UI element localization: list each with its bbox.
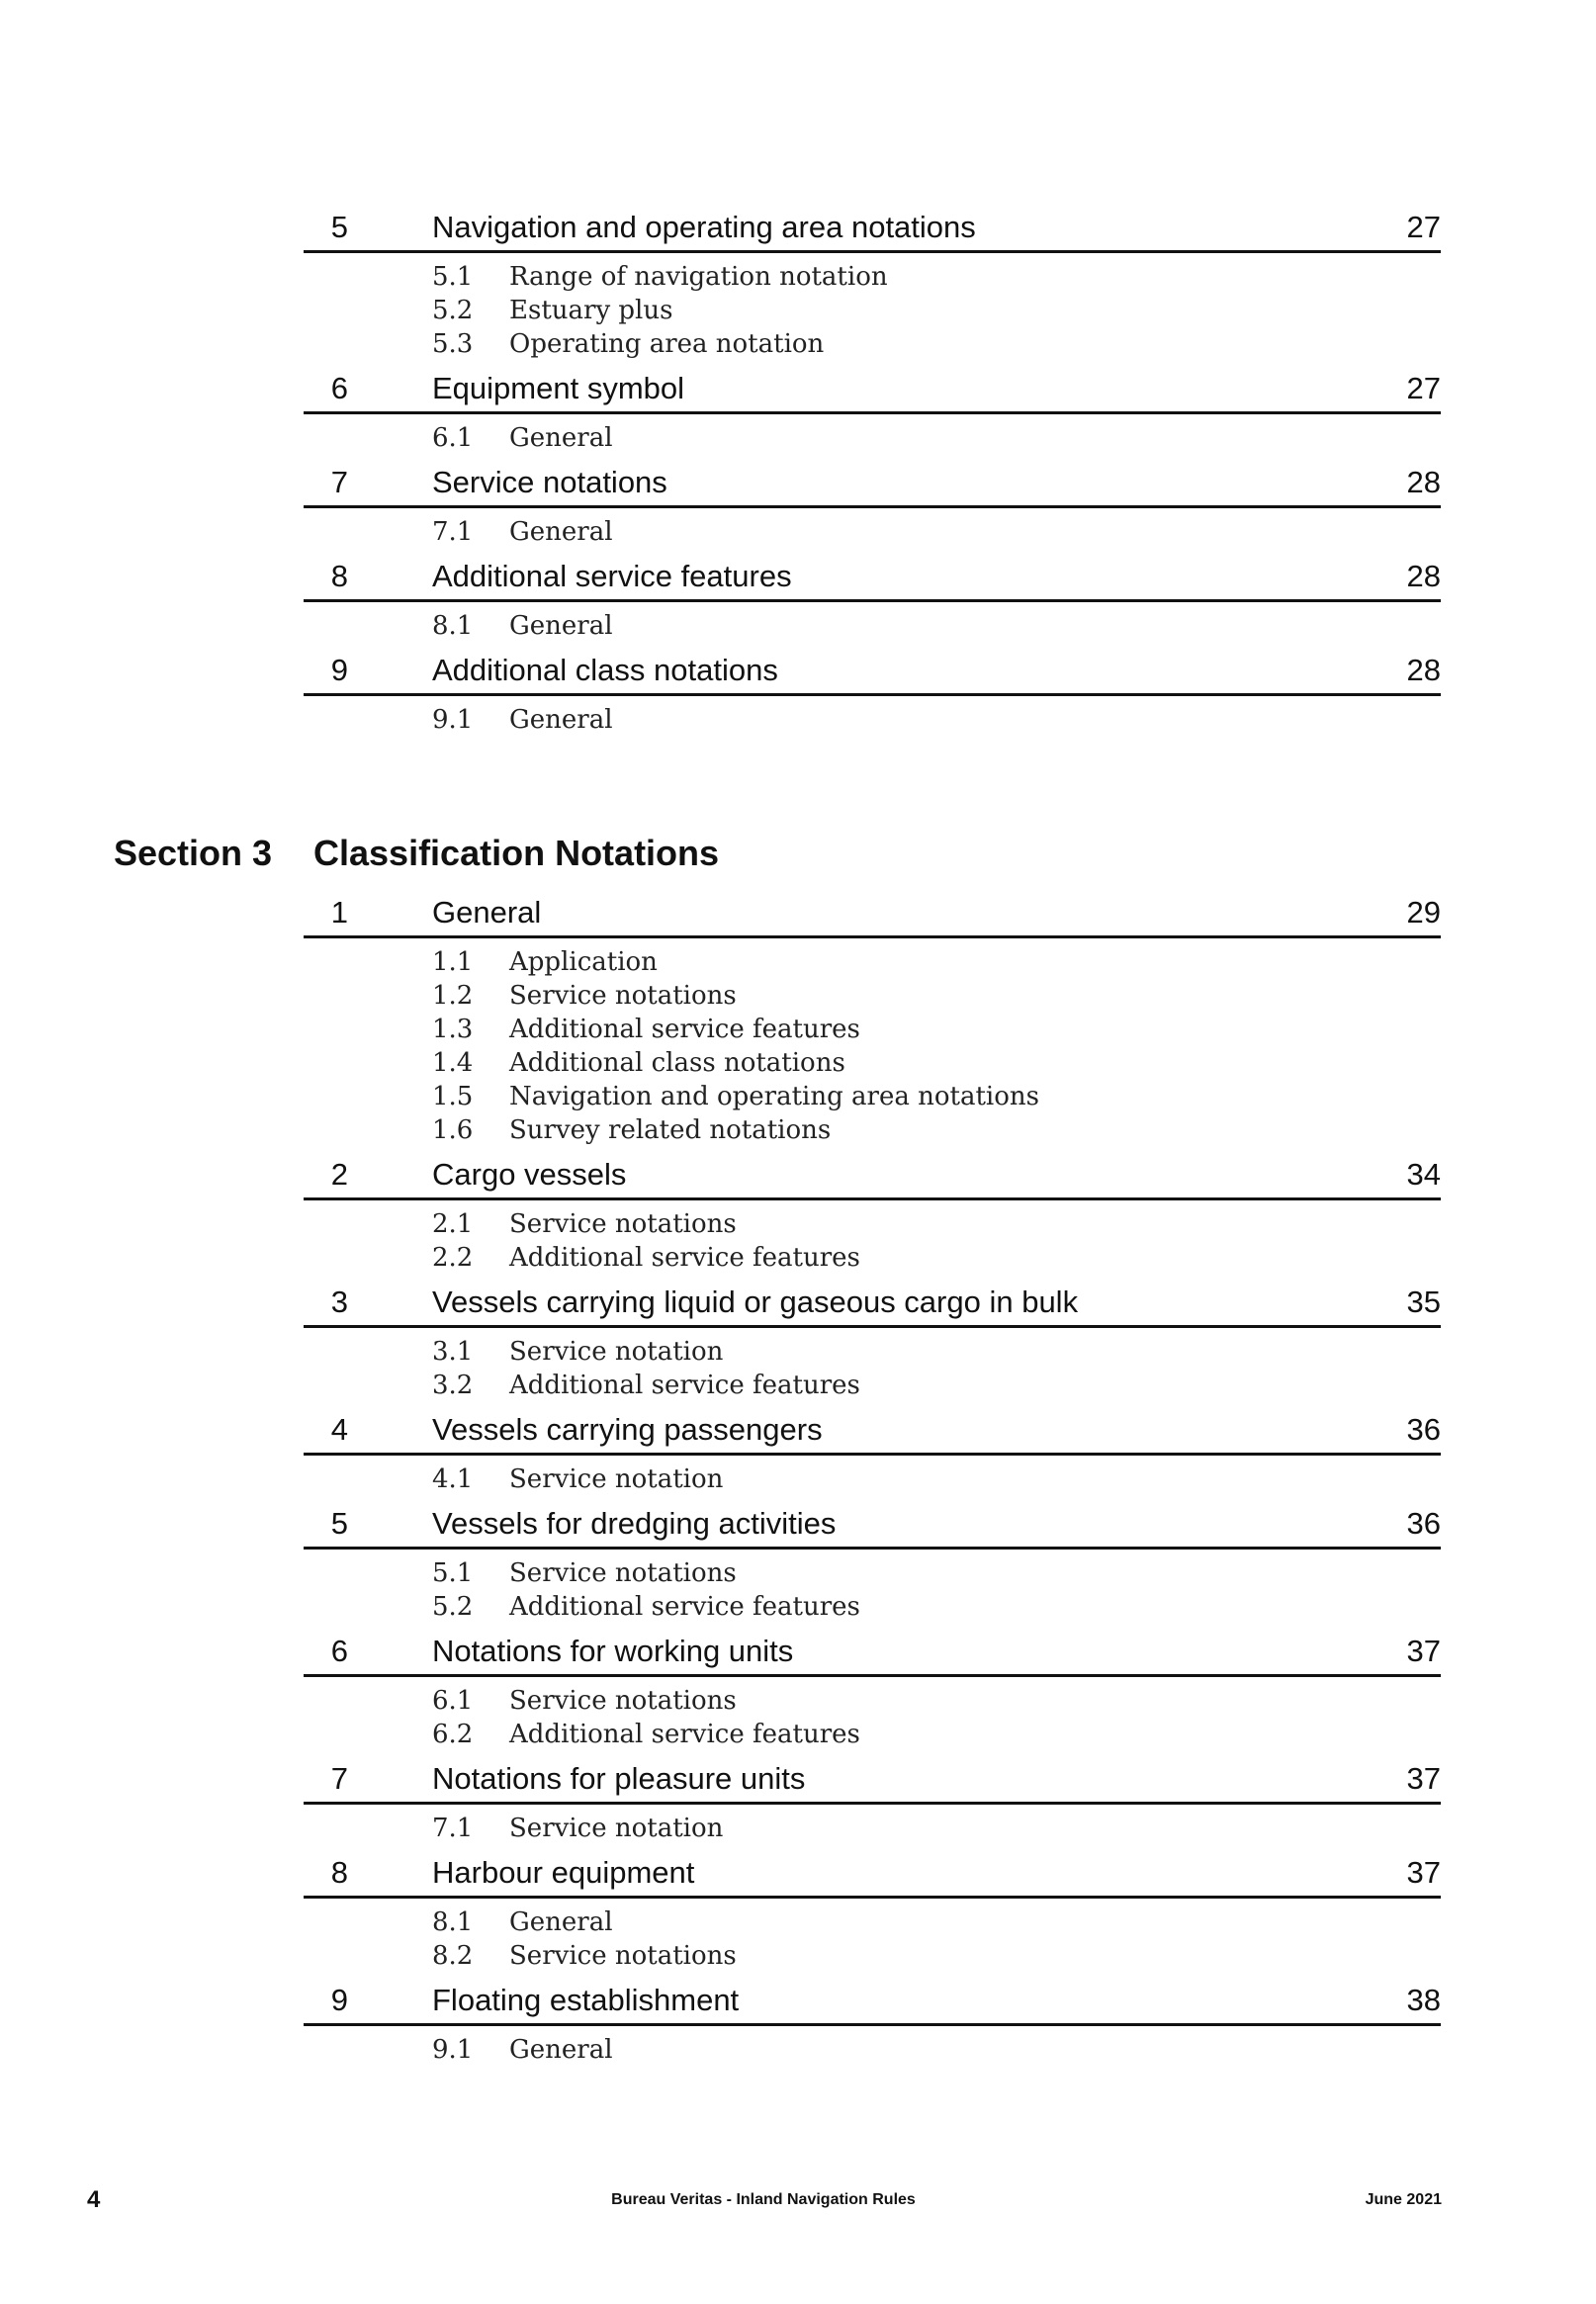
subarticle-number: 8.1 bbox=[432, 611, 474, 641]
toc-subarticle[interactable] bbox=[304, 260, 1441, 294]
subarticle-title: General bbox=[509, 517, 613, 547]
article-page-number: 35 bbox=[1406, 1285, 1441, 1319]
toc-subarticle-list bbox=[304, 1805, 1441, 1850]
toc-article-heading[interactable] bbox=[304, 1152, 1441, 1200]
toc-subarticle-list bbox=[304, 1200, 1441, 1280]
subarticle-title: Service notations bbox=[509, 981, 737, 1011]
toc-article-heading[interactable] bbox=[304, 648, 1441, 696]
article-title: Vessels carrying liquid or gaseous cargo in bulk bbox=[432, 1285, 1079, 1319]
subarticle-title: Service notations bbox=[509, 1209, 737, 1239]
article-number: 5 bbox=[330, 210, 348, 244]
subarticle-number: 6.2 bbox=[432, 1720, 474, 1749]
toc-subarticle[interactable] bbox=[304, 1080, 1441, 1113]
footer-page-number: 4 bbox=[87, 2186, 101, 2213]
subarticle-title: General bbox=[509, 2035, 613, 2065]
toc-article-heading[interactable] bbox=[304, 554, 1441, 602]
subarticle-number: 1.4 bbox=[432, 1048, 474, 1078]
toc-subarticle[interactable] bbox=[304, 421, 1441, 455]
subarticle-title: Service notations bbox=[509, 1558, 737, 1588]
subarticle-title: Estuary plus bbox=[509, 296, 673, 325]
toc-article-heading[interactable] bbox=[304, 1280, 1441, 1328]
toc-subarticle[interactable] bbox=[304, 1684, 1441, 1718]
toc-subarticle[interactable] bbox=[304, 1241, 1441, 1275]
subarticle-title: Additional service features bbox=[509, 1371, 860, 1400]
section-label: Section 3 bbox=[114, 833, 273, 873]
toc-subarticle-list bbox=[304, 1899, 1441, 1978]
subarticle-number: 1.1 bbox=[432, 947, 474, 977]
subarticle-number: 1.2 bbox=[432, 981, 474, 1011]
subarticle-number: 2.2 bbox=[432, 1243, 474, 1273]
article-number: 9 bbox=[330, 653, 348, 687]
toc-subarticle[interactable] bbox=[304, 515, 1441, 549]
toc-entry bbox=[304, 1152, 1441, 1280]
article-title: Additional class notations bbox=[432, 653, 778, 687]
article-title: Vessels for dredging activities bbox=[432, 1506, 837, 1541]
toc-subarticle-list bbox=[304, 602, 1441, 648]
subarticle-number: 6.1 bbox=[432, 1686, 474, 1716]
article-number: 5 bbox=[330, 1506, 348, 1541]
toc-article-heading[interactable] bbox=[304, 1756, 1441, 1805]
subarticle-title: Service notation bbox=[509, 1464, 724, 1494]
subarticle-number: 5.2 bbox=[432, 296, 474, 325]
subarticle-number: 5.1 bbox=[432, 262, 474, 292]
subarticle-title: Additional service features bbox=[509, 1243, 860, 1273]
subarticle-number: 3.2 bbox=[432, 1371, 474, 1400]
article-page-number: 28 bbox=[1406, 465, 1441, 499]
article-number: 9 bbox=[330, 1983, 348, 2017]
toc-subarticle[interactable] bbox=[304, 1905, 1441, 1939]
subarticle-number: 1.5 bbox=[432, 1082, 474, 1111]
subarticle-title: Operating area notation bbox=[509, 329, 825, 359]
toc-subarticle[interactable] bbox=[304, 1590, 1441, 1624]
toc-subarticle[interactable] bbox=[304, 1812, 1441, 1845]
subarticle-number: 1.6 bbox=[432, 1115, 474, 1145]
toc-article-heading[interactable] bbox=[304, 1978, 1441, 2026]
toc-subarticle-list bbox=[304, 414, 1441, 460]
article-title: Service notations bbox=[432, 465, 667, 499]
toc-article-heading[interactable] bbox=[304, 366, 1441, 414]
subarticle-number: 1.3 bbox=[432, 1015, 474, 1044]
article-title: Equipment symbol bbox=[432, 371, 685, 405]
article-number: 3 bbox=[330, 1285, 348, 1319]
toc-article-heading[interactable] bbox=[304, 1501, 1441, 1550]
article-number: 7 bbox=[330, 1761, 348, 1796]
toc-subarticle-list bbox=[304, 253, 1441, 366]
subarticle-title: Additional service features bbox=[509, 1015, 860, 1044]
toc-section-3 bbox=[304, 890, 1441, 2072]
article-number: 4 bbox=[330, 1412, 348, 1447]
toc-subarticle-list bbox=[304, 508, 1441, 554]
subarticle-number: 5.1 bbox=[432, 1558, 474, 1588]
toc-article-heading[interactable] bbox=[304, 1629, 1441, 1677]
toc-entry bbox=[304, 460, 1441, 554]
article-title: Notations for working units bbox=[432, 1634, 794, 1668]
toc-article-heading[interactable] bbox=[304, 1407, 1441, 1456]
article-page-number: 27 bbox=[1406, 210, 1441, 244]
toc-section-2-continuation bbox=[304, 205, 1441, 742]
toc-entry bbox=[304, 1629, 1441, 1756]
article-title: General bbox=[432, 895, 542, 930]
toc-subarticle[interactable] bbox=[304, 1369, 1441, 1402]
article-page-number: 28 bbox=[1406, 559, 1441, 593]
toc-entry bbox=[304, 205, 1441, 366]
toc-subarticle[interactable] bbox=[304, 1462, 1441, 1496]
toc-subarticle[interactable] bbox=[304, 979, 1441, 1013]
subarticle-number: 9.1 bbox=[432, 705, 474, 735]
subarticle-number: 4.1 bbox=[432, 1464, 474, 1494]
toc-entry bbox=[304, 1501, 1441, 1629]
toc-subarticle-list bbox=[304, 1328, 1441, 1407]
subarticle-number: 7.1 bbox=[432, 517, 474, 547]
article-title: Navigation and operating area notations bbox=[432, 210, 976, 244]
article-page-number: 27 bbox=[1406, 371, 1441, 405]
article-number: 6 bbox=[330, 1634, 348, 1668]
toc-article-heading[interactable] bbox=[304, 460, 1441, 508]
toc-subarticle[interactable] bbox=[304, 2033, 1441, 2067]
toc-entry bbox=[304, 1850, 1441, 1978]
article-number: 6 bbox=[330, 371, 348, 405]
article-page-number: 36 bbox=[1406, 1506, 1441, 1541]
article-page-number: 37 bbox=[1406, 1761, 1441, 1796]
toc-subarticle[interactable] bbox=[304, 1939, 1441, 1973]
article-title: Cargo vessels bbox=[432, 1157, 627, 1192]
toc-subarticle-list bbox=[304, 938, 1441, 1152]
subarticle-title: General bbox=[509, 611, 613, 641]
section-title: Classification Notations bbox=[313, 833, 720, 873]
toc-subarticle-list bbox=[304, 696, 1441, 742]
toc-subarticle-list bbox=[304, 2026, 1441, 2072]
footer-publication-title: Bureau Veritas - Inland Navigation Rules bbox=[611, 2191, 916, 2208]
subarticle-title: Service notations bbox=[509, 1941, 737, 1971]
subarticle-title: General bbox=[509, 1907, 613, 1937]
toc-subarticle-list bbox=[304, 1550, 1441, 1629]
toc-article-heading[interactable] bbox=[304, 1850, 1441, 1899]
toc-entry bbox=[304, 366, 1441, 460]
subarticle-number: 6.1 bbox=[432, 423, 474, 453]
section-heading bbox=[0, 829, 1596, 878]
article-number: 1 bbox=[330, 895, 348, 930]
article-title: Floating establishment bbox=[432, 1983, 740, 2017]
subarticle-title: Additional service features bbox=[509, 1720, 860, 1749]
subarticle-number: 7.1 bbox=[432, 1814, 474, 1843]
article-number: 8 bbox=[330, 1855, 348, 1890]
toc-article-heading[interactable] bbox=[304, 205, 1441, 253]
page-footer bbox=[0, 2185, 1596, 2215]
subarticle-title: Service notations bbox=[509, 1686, 737, 1716]
toc-subarticle[interactable] bbox=[304, 1718, 1441, 1751]
subarticle-title: Range of navigation notation bbox=[509, 262, 888, 292]
article-page-number: 28 bbox=[1406, 653, 1441, 687]
toc-entry bbox=[304, 648, 1441, 742]
subarticle-title: Additional class notations bbox=[509, 1048, 845, 1078]
article-page-number: 37 bbox=[1406, 1634, 1441, 1668]
subarticle-title: Service notation bbox=[509, 1814, 724, 1843]
subarticle-title: General bbox=[509, 705, 613, 735]
toc-subarticle[interactable] bbox=[304, 609, 1441, 643]
subarticle-title: Survey related notations bbox=[509, 1115, 832, 1145]
article-title: Harbour equipment bbox=[432, 1855, 695, 1890]
subarticle-title: Service notation bbox=[509, 1337, 724, 1367]
subarticle-number: 8.1 bbox=[432, 1907, 474, 1937]
toc-entry bbox=[304, 554, 1441, 648]
article-title: Vessels carrying passengers bbox=[432, 1412, 823, 1447]
subarticle-number: 3.1 bbox=[432, 1337, 474, 1367]
article-number: 2 bbox=[330, 1157, 348, 1192]
subarticle-number: 2.1 bbox=[432, 1209, 474, 1239]
toc-subarticle[interactable] bbox=[304, 945, 1441, 979]
toc-article-heading[interactable] bbox=[304, 890, 1441, 938]
toc-entry bbox=[304, 1978, 1441, 2072]
toc-subarticle[interactable] bbox=[304, 327, 1441, 361]
footer-date: June 2021 bbox=[1365, 2191, 1442, 2208]
toc-subarticle[interactable] bbox=[304, 1207, 1441, 1241]
article-number: 7 bbox=[330, 465, 348, 499]
toc-subarticle[interactable] bbox=[304, 1046, 1441, 1080]
subarticle-number: 5.3 bbox=[432, 329, 474, 359]
toc-entry bbox=[304, 1407, 1441, 1501]
toc-subarticle[interactable] bbox=[304, 703, 1441, 737]
toc-subarticle[interactable] bbox=[304, 1113, 1441, 1147]
article-page-number: 37 bbox=[1406, 1855, 1441, 1890]
toc-entry bbox=[304, 890, 1441, 1152]
toc-subarticle[interactable] bbox=[304, 1013, 1441, 1046]
subarticle-number: 9.1 bbox=[432, 2035, 474, 2065]
subarticle-title: Application bbox=[509, 947, 658, 977]
article-page-number: 38 bbox=[1406, 1983, 1441, 2017]
subarticle-title: General bbox=[509, 423, 613, 453]
article-number: 8 bbox=[330, 559, 348, 593]
toc-subarticle-list bbox=[304, 1456, 1441, 1501]
subarticle-number: 5.2 bbox=[432, 1592, 474, 1622]
article-page-number: 34 bbox=[1406, 1157, 1441, 1192]
subarticle-number: 8.2 bbox=[432, 1941, 474, 1971]
subarticle-title: Additional service features bbox=[509, 1592, 860, 1622]
article-page-number: 36 bbox=[1406, 1412, 1441, 1447]
subarticle-title: Navigation and operating area notations bbox=[509, 1082, 1039, 1111]
article-page-number: 29 bbox=[1406, 895, 1441, 930]
toc-subarticle[interactable] bbox=[304, 1556, 1441, 1590]
toc-entry bbox=[304, 1756, 1441, 1850]
toc-subarticle-list bbox=[304, 1677, 1441, 1756]
article-title: Notations for pleasure units bbox=[432, 1761, 806, 1796]
toc-subarticle[interactable] bbox=[304, 1335, 1441, 1369]
article-title: Additional service features bbox=[432, 559, 792, 593]
toc-entry bbox=[304, 1280, 1441, 1407]
toc-subarticle[interactable] bbox=[304, 294, 1441, 327]
